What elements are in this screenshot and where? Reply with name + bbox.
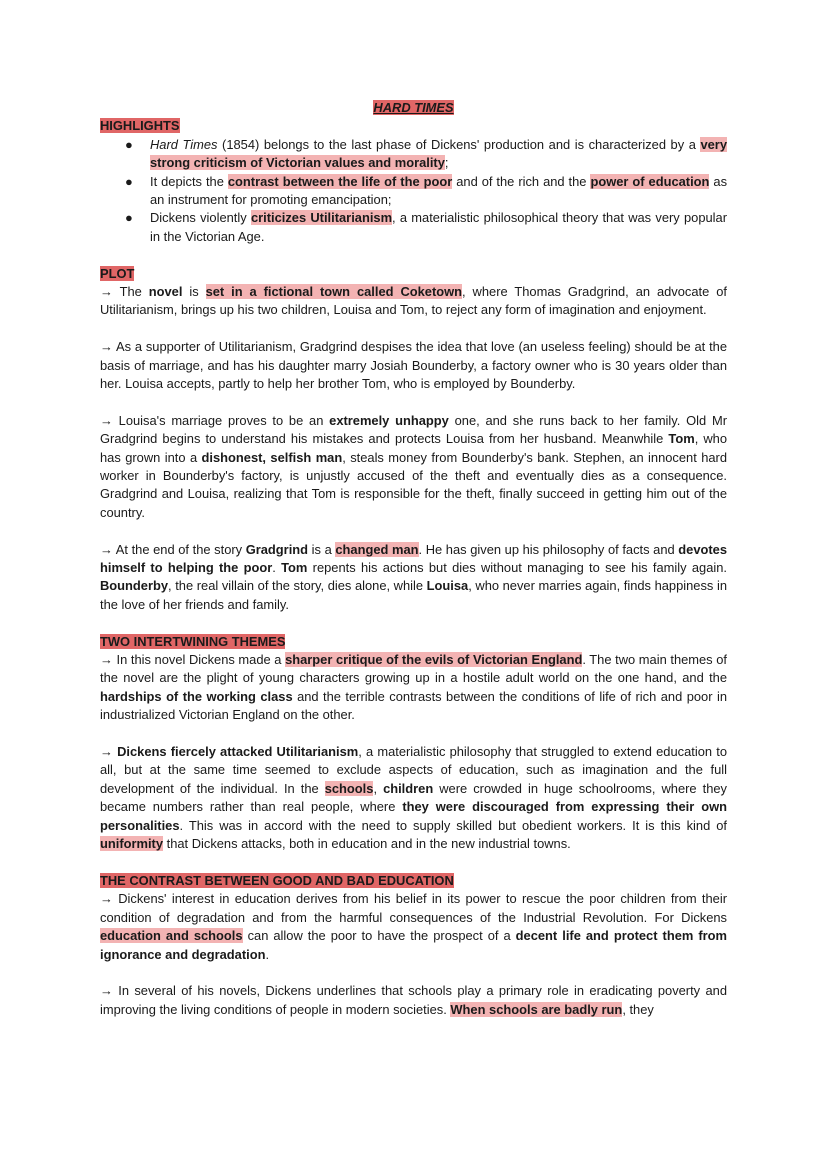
list-item: ● It depicts the contrast between the life of the poor and of the rich and the power of education as an instrument for promoting emancipation; bbox=[125, 173, 728, 207]
themes-paragraph-2: → Dickens fiercely attacked Utilitarianism, a materialistic philosophy that struggled to extend education to all, but at the same time seemed to exclude aspects of education, such as imagination and the full development of the individual. In the schools, children were crowded in huge schoolrooms, where they became numbers rather than real people, where they were discouraged from expressing their own personalities. This was in accord with the need to supply skilled but obedient workers. It is this kind of uniformity that Dickens attacks, both in education and in the new industrial towns. bbox=[100, 744, 727, 852]
bullet-icon: ● bbox=[125, 210, 133, 226]
document-title: HARD TIMES bbox=[373, 100, 454, 115]
list-item: ● Hard Times (1854) belongs to the last phase of Dickens' production and is characterized by a very strong criticism of Victorian values and morality; bbox=[125, 136, 727, 171]
bullet-icon: ● bbox=[125, 173, 133, 189]
plot-heading: PLOT bbox=[100, 265, 135, 281]
highlights-list bbox=[100, 136, 727, 246]
education-heading: THE CONTRAST BETWEEN GOOD AND BAD EDUCATION bbox=[100, 872, 454, 888]
themes-paragraph-1: → In this novel Dickens made a sharper critique of the evils of Victorian England. The two main themes of the novel are the plight of young characters growing up in a hostile adult world on the one hand, and the hardships of the working class and the terrible contrasts between the conditions of life of rich and poor in industrialized Victorian England on the other. bbox=[100, 652, 727, 723]
plot-paragraph-4: → At the end of the story Gradgrind is a changed man. He has given up his philosophy of facts and devotes himself to helping the poor. Tom repents his actions but dies without managing to see his family again. Bounderby, the real villain of the story, dies alone, while Louisa, who never marries again, finds happiness in the love of her friends and family. bbox=[100, 541, 728, 612]
plot-paragraph-2: → As a supporter of Utilitarianism, Gradgrind despises the idea that love (an useless feeling) should be at the basis of marriage, and has his daughter marry Josiah Bounderby, a factory owner who is 30 years older than her. Louisa accepts, partly to help her brother Tom, who is employed by Bounderby. bbox=[100, 339, 727, 392]
list-item: ● Dickens violently criticizes Utilitarianism, a materialistic philosophical theory that was very popular in the Victorian Age. bbox=[125, 210, 727, 244]
education-paragraph-1: → Dickens' interest in education derives from his belief in its power to rescue the poor children from their condition of degradation and from the harmful consequences of the Industrial Revolution. For Dickens education and schools can allow the poor to have the prospect of a decent life and protect them from ignorance and degradation. bbox=[100, 891, 728, 962]
bullet-icon: ● bbox=[125, 136, 133, 152]
themes-heading: TWO INTERTWINING THEMES bbox=[100, 633, 286, 649]
plot-paragraph-3: → Louisa's marriage proves to be an extremely unhappy one, and she runs back to her family. Old Mr Gradgrind begins to understand his mistakes and protects Louisa from her husband. Meanwhile Tom, who has grown into a dishonest, selfish man, steals money from Bounderby's bank. Stephen, an innocent hard worker in Bounderby's factory, is unjustly accused of the theft and eventually dies as a consequence. Gradgrind and Louisa, realizing that Tom is responsible for the theft, finally succeed in getting him out of the country. bbox=[100, 412, 728, 520]
document-page bbox=[100, 99, 727, 1019]
plot-paragraph-1: → The novel is set in a fictional town called Coketown, where Thomas Gradgrind, an advocate of Utilitarianism, brings up his two children, Louisa and Tom, to reject any form of imagination and enjoyment. bbox=[100, 284, 727, 318]
education-paragraph-2: → In several of his novels, Dickens underlines that schools play a primary role in eradicating poverty and improving the living conditions of people in modern societies. When schools are badly run, they bbox=[100, 983, 727, 1017]
highlights-heading: HIGHLIGHTS bbox=[100, 118, 180, 134]
